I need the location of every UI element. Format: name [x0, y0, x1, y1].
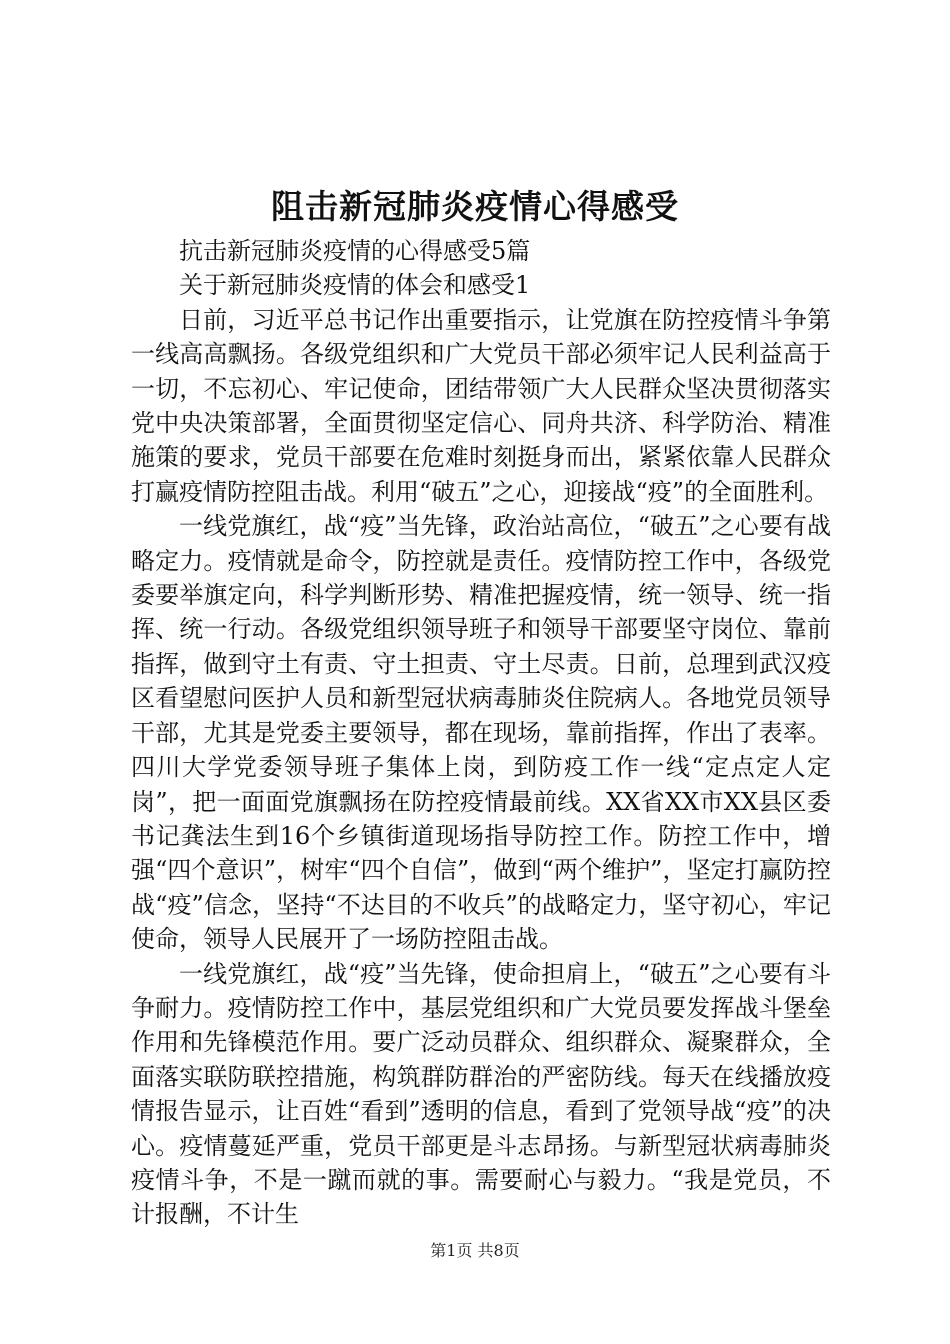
- body-paragraph: 一线党旗红，战“疫”当先锋，使命担肩上，“破五”之心要有斗争耐力。疫情防控工作中，基层党组织和广大党员要发挥战斗堡垒作用和先锋模范作用。要广泛动员群众、组织群众、凝聚群众，全面落实联防联控措施，构筑群防群治的严密防线。每天在线播放疫情报告显示，让百姓“看到”透明的信息，看到了党领导战“疫”的决心。疫情蔓延严重，党员干部更是斗志昂扬。与新型冠状病毒肺炎疫情斗争，不是一蹴而就的事。需要耐心与毅力。“我是党员，不计报酬，不计生: [131, 959, 831, 1229]
- document-body: [131, 234, 831, 1232]
- page-number-footer: 第1页 共8页: [430, 1241, 520, 1260]
- section-heading: 关于新冠肺炎疫情的体会和感受1: [179, 271, 531, 300]
- body-paragraph: 日前，习近平总书记作出重要指示，让党旗在防控疫情斗争第一线高高飘扬。各级党组织和广大党员干部必须牢记人民利益高于一切，不忘初心、牢记使命，团结带领广大人民群众坚决贯彻落实党中央决策部署，全面贯彻坚定信心、同舟共济、科学防治、精准施策的要求，党员干部要在危难时刻挺身而出，紧紧依靠人民群众打赢疫情防控阻击战。利用“破五”之心，迎接战“疫”的全面胜利。: [131, 305, 831, 506]
- body-paragraph: 一线党旗红，战“疫”当先锋，政治站高位，“破五”之心要有战略定力。疫情就是命令，防控就是责任。疫情防控工作中，各级党委要举旗定向，科学判断形势、精准把握疫情，统一领导、统一指挥、统一行动。各级党组织领导班子和领导干部要坚守岗位、靠前指挥，做到守土有责、守土担责、守土尽责。日前，总理到武汉疫区看望慰问医护人员和新型冠状病毒肺炎住院病人。各地党员领导干部，尤其是党委主要领导，都在现场，靠前指挥，作出了表率。四川大学党委领导班子集体上岗，到防疫工作一线“定点定人定岗”，把一面面党旗飘扬在防控疫情最前线。XX省XX市XX县区委书记龚法生到16个乡镇街道现场指导防控工作。防控工作中，增强“四个意识”，树牢“四个自信”，做到“两个维护”，坚定打赢防控战“疫”信念，坚持“不达目的不收兵”的战略定力，坚守初心，牢记使命，领导人民展开了一场防控阻击战。: [131, 512, 831, 954]
- subtitle-line: 抗击新冠肺炎疫情的心得感受5篇: [179, 237, 531, 265]
- document-title: 阻击新冠肺炎疫情心得感受: [271, 187, 679, 226]
